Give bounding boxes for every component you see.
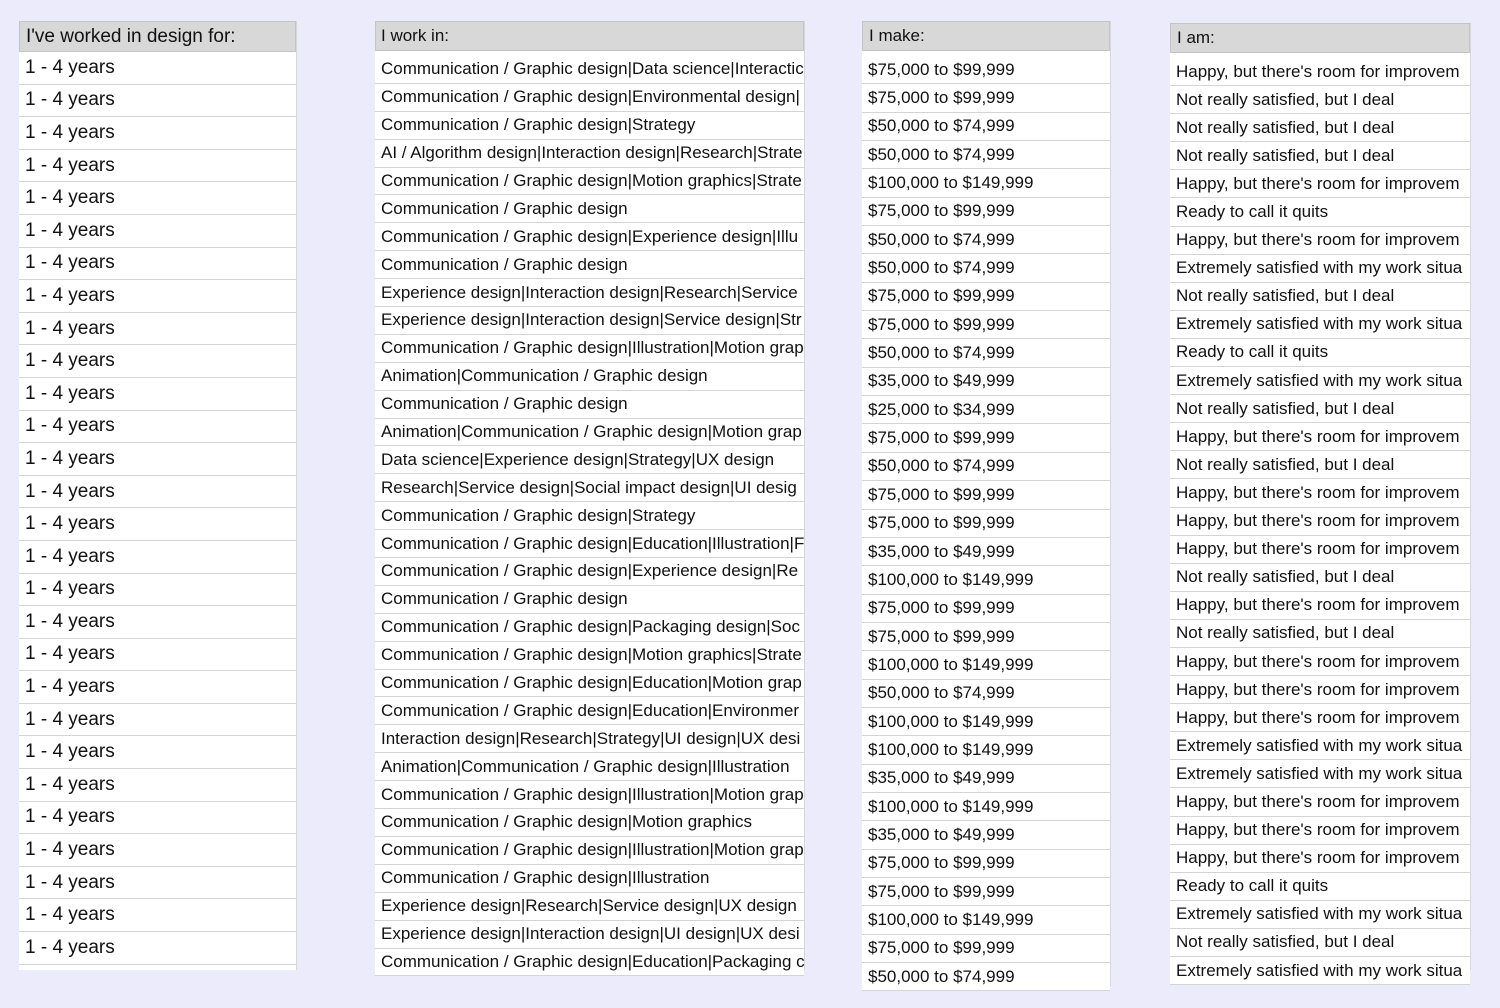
- table-cell[interactable]: Experience design|Research|Service design|UX design: [375, 893, 804, 921]
- table-cell[interactable]: Happy, but there's room for improvem: [1170, 227, 1470, 255]
- table-cell[interactable]: Ready to call it quits: [1170, 198, 1470, 226]
- table-cell[interactable]: Communication / Graphic design|Illustration|Motion grap: [375, 781, 804, 809]
- table-cell[interactable]: Communication / Graphic design|Illustration: [375, 865, 804, 893]
- table-cell[interactable]: 1 - 4 years: [19, 867, 296, 900]
- table-cell[interactable]: Not really satisfied, but I deal: [1170, 283, 1470, 311]
- table-cell[interactable]: $75,000 to $99,999: [862, 850, 1110, 878]
- table-cell[interactable]: Communication / Graphic design|Packaging design|Soc: [375, 614, 804, 642]
- table-cell[interactable]: $75,000 to $99,999: [862, 198, 1110, 226]
- table-cell[interactable]: Animation|Communication / Graphic design: [375, 363, 804, 391]
- column-header[interactable]: I work in:: [375, 21, 804, 51]
- table-cell[interactable]: Communication / Graphic design|Experience design|Illu: [375, 223, 804, 251]
- table-cell[interactable]: Communication / Graphic design|Education|Environmer: [375, 697, 804, 725]
- table-cell[interactable]: $75,000 to $99,999: [862, 935, 1110, 963]
- table-cell[interactable]: 1 - 4 years: [19, 411, 296, 444]
- column-salary: [862, 21, 1111, 986]
- column-header[interactable]: I've worked in design for:: [19, 21, 296, 52]
- table-cell[interactable]: Communication / Graphic design: [375, 586, 804, 614]
- column-rows: [375, 56, 804, 976]
- table-cell[interactable]: $50,000 to $74,999: [862, 453, 1110, 481]
- table-cell[interactable]: $35,000 to $49,999: [862, 538, 1110, 566]
- column-rows: [19, 52, 296, 965]
- table-cell[interactable]: Not really satisfied, but I deal: [1170, 142, 1470, 170]
- table-cell[interactable]: Communication / Graphic design|Motion graphics|Strate: [375, 642, 804, 670]
- table-cell[interactable]: Happy, but there's room for improvem: [1170, 788, 1470, 816]
- table-cell[interactable]: Communication / Graphic design|Education|Illustration|F: [375, 530, 804, 558]
- table-cell[interactable]: Communication / Graphic design|Motion graphics|Strate: [375, 168, 804, 196]
- table-cell[interactable]: Ready to call it quits: [1170, 873, 1470, 901]
- table-cell[interactable]: $75,000 to $99,999: [862, 311, 1110, 339]
- table-cell[interactable]: $50,000 to $74,999: [862, 680, 1110, 708]
- table-cell[interactable]: $100,000 to $149,999: [862, 906, 1110, 934]
- table-cell[interactable]: Happy, but there's room for improvem: [1170, 592, 1470, 620]
- table-cell[interactable]: Animation|Communication / Graphic design|Illustration: [375, 753, 804, 781]
- table-cell[interactable]: $100,000 to $149,999: [862, 708, 1110, 736]
- table-cell[interactable]: Communication / Graphic design|Illustration|Motion grap: [375, 335, 804, 363]
- table-cell[interactable]: 1 - 4 years: [19, 150, 296, 183]
- table-cell[interactable]: Communication / Graphic design|Data science|Interactic: [375, 56, 804, 84]
- table-cell[interactable]: 1 - 4 years: [19, 345, 296, 378]
- table-cell[interactable]: Data science|Experience design|Strategy|UX design: [375, 446, 804, 474]
- table-cell[interactable]: Extremely satisfied with my work situa: [1170, 311, 1470, 339]
- table-cell[interactable]: 1 - 4 years: [19, 574, 296, 607]
- table-cell[interactable]: $50,000 to $74,999: [862, 141, 1110, 169]
- table-cell[interactable]: 1 - 4 years: [19, 541, 296, 574]
- table-cell[interactable]: 1 - 4 years: [19, 280, 296, 313]
- table-cell[interactable]: 1 - 4 years: [19, 769, 296, 802]
- table-cell[interactable]: $50,000 to $74,999: [862, 963, 1110, 991]
- table-cell[interactable]: 1 - 4 years: [19, 52, 296, 85]
- table-cell[interactable]: Happy, but there's room for improvem: [1170, 845, 1470, 873]
- table-cell[interactable]: Communication / Graphic design|Experience design|Re: [375, 558, 804, 586]
- table-cell[interactable]: Not really satisfied, but I deal: [1170, 564, 1470, 592]
- table-cell[interactable]: $75,000 to $99,999: [862, 510, 1110, 538]
- table-cell[interactable]: Communication / Graphic design|Strategy: [375, 112, 804, 140]
- table-cell[interactable]: Not really satisfied, but I deal: [1170, 395, 1470, 423]
- table-cell[interactable]: 1 - 4 years: [19, 704, 296, 737]
- table-cell[interactable]: 1 - 4 years: [19, 606, 296, 639]
- table-cell[interactable]: AI / Algorithm design|Interaction design|Research|Strate: [375, 140, 804, 168]
- table-cell[interactable]: 1 - 4 years: [19, 313, 296, 346]
- table-cell[interactable]: 1 - 4 years: [19, 802, 296, 835]
- table-cell[interactable]: Not really satisfied, but I deal: [1170, 620, 1470, 648]
- table-cell[interactable]: Communication / Graphic design: [375, 195, 804, 223]
- table-cell[interactable]: $50,000 to $74,999: [862, 254, 1110, 282]
- table-cell[interactable]: Happy, but there's room for improvem: [1170, 648, 1470, 676]
- table-cell[interactable]: Interaction design|Research|Strategy|UI design|UX desi: [375, 725, 804, 753]
- table-cell[interactable]: $75,000 to $99,999: [862, 283, 1110, 311]
- table-cell[interactable]: Happy, but there's room for improvem: [1170, 676, 1470, 704]
- table-cell[interactable]: Communication / Graphic design|Education|Packaging c: [375, 949, 804, 977]
- table-cell[interactable]: $75,000 to $99,999: [862, 84, 1110, 112]
- table-cell[interactable]: 1 - 4 years: [19, 182, 296, 215]
- table-cell[interactable]: Happy, but there's room for improvem: [1170, 704, 1470, 732]
- table-cell[interactable]: Extremely satisfied with my work situa: [1170, 760, 1470, 788]
- table-cell[interactable]: $100,000 to $149,999: [862, 736, 1110, 764]
- column-work-area: [375, 21, 805, 970]
- column-experience: [19, 21, 297, 970]
- table-cell[interactable]: $100,000 to $149,999: [862, 793, 1110, 821]
- table-cell[interactable]: 1 - 4 years: [19, 476, 296, 509]
- table-cell[interactable]: Ready to call it quits: [1170, 339, 1470, 367]
- table-cell[interactable]: Happy, but there's room for improvem: [1170, 508, 1470, 536]
- table-cell[interactable]: Communication / Graphic design: [375, 251, 804, 279]
- table-cell[interactable]: 1 - 4 years: [19, 117, 296, 150]
- table-cell[interactable]: 1 - 4 years: [19, 248, 296, 281]
- table-cell[interactable]: 1 - 4 years: [19, 932, 296, 965]
- table-cell[interactable]: 1 - 4 years: [19, 378, 296, 411]
- table-cell[interactable]: 1 - 4 years: [19, 899, 296, 932]
- table-cell[interactable]: $35,000 to $49,999: [862, 368, 1110, 396]
- table-cell[interactable]: Experience design|Interaction design|Research|Service: [375, 279, 804, 307]
- table-cell[interactable]: 1 - 4 years: [19, 834, 296, 867]
- table-cell[interactable]: Happy, but there's room for improvem: [1170, 58, 1470, 86]
- table-cell[interactable]: 1 - 4 years: [19, 443, 296, 476]
- table-cell[interactable]: $100,000 to $149,999: [862, 566, 1110, 594]
- table-cell[interactable]: Research|Service design|Social impact design|UI desig: [375, 474, 804, 502]
- table-cell[interactable]: Extremely satisfied with my work situa: [1170, 957, 1470, 985]
- table-cell[interactable]: $75,000 to $99,999: [862, 424, 1110, 452]
- table-cell[interactable]: Animation|Communication / Graphic design|Motion grap: [375, 419, 804, 447]
- table-cell[interactable]: Happy, but there's room for improvem: [1170, 479, 1470, 507]
- table-cell[interactable]: Communication / Graphic design|Strategy: [375, 502, 804, 530]
- table-cell[interactable]: $50,000 to $74,999: [862, 339, 1110, 367]
- table-cell[interactable]: $75,000 to $99,999: [862, 623, 1110, 651]
- table-cell[interactable]: Experience design|Interaction design|Service design|Str: [375, 307, 804, 335]
- table-cell[interactable]: Communication / Graphic design|Motion graphics: [375, 809, 804, 837]
- table-cell[interactable]: Not really satisfied, but I deal: [1170, 114, 1470, 142]
- table-cell[interactable]: $35,000 to $49,999: [862, 821, 1110, 849]
- table-cell[interactable]: Happy, but there's room for improvem: [1170, 536, 1470, 564]
- table-cell[interactable]: Experience design|Interaction design|UI design|UX desi: [375, 921, 804, 949]
- table-cell[interactable]: $75,000 to $99,999: [862, 595, 1110, 623]
- table-cell[interactable]: 1 - 4 years: [19, 85, 296, 118]
- table-cell[interactable]: Extremely satisfied with my work situa: [1170, 255, 1470, 283]
- table-cell[interactable]: $50,000 to $74,999: [862, 226, 1110, 254]
- table-cell[interactable]: $35,000 to $49,999: [862, 765, 1110, 793]
- table-cell[interactable]: Not really satisfied, but I deal: [1170, 86, 1470, 114]
- column-satisfaction: [1170, 23, 1471, 980]
- table-cell[interactable]: 1 - 4 years: [19, 215, 296, 248]
- table-cell[interactable]: Extremely satisfied with my work situa: [1170, 367, 1470, 395]
- column-rows: [862, 56, 1110, 991]
- table-cell[interactable]: 1 - 4 years: [19, 736, 296, 769]
- table-cell[interactable]: $100,000 to $149,999: [862, 651, 1110, 679]
- table-cell[interactable]: 1 - 4 years: [19, 671, 296, 704]
- table-cell[interactable]: Happy, but there's room for improvem: [1170, 423, 1470, 451]
- table-cell[interactable]: Extremely satisfied with my work situa: [1170, 901, 1470, 929]
- column-rows: [1170, 58, 1470, 985]
- table-cell[interactable]: Communication / Graphic design|Education|Motion grap: [375, 670, 804, 698]
- table-cell[interactable]: $25,000 to $34,999: [862, 396, 1110, 424]
- table-cell[interactable]: $100,000 to $149,999: [862, 169, 1110, 197]
- table-cell[interactable]: 1 - 4 years: [19, 508, 296, 541]
- table-cell[interactable]: $75,000 to $99,999: [862, 481, 1110, 509]
- table-cell[interactable]: Communication / Graphic design|Environmental design|: [375, 84, 804, 112]
- table-cell[interactable]: Not really satisfied, but I deal: [1170, 929, 1470, 957]
- table-cell[interactable]: $75,000 to $99,999: [862, 878, 1110, 906]
- table-cell[interactable]: Happy, but there's room for improvem: [1170, 170, 1470, 198]
- table-cell[interactable]: Extremely satisfied with my work situa: [1170, 732, 1470, 760]
- table-cell[interactable]: $50,000 to $74,999: [862, 113, 1110, 141]
- table-cell[interactable]: Happy, but there's room for improvem: [1170, 817, 1470, 845]
- table-cell[interactable]: 1 - 4 years: [19, 639, 296, 672]
- table-cell[interactable]: Communication / Graphic design: [375, 391, 804, 419]
- column-header[interactable]: I am:: [1170, 23, 1470, 53]
- table-cell[interactable]: $75,000 to $99,999: [862, 56, 1110, 84]
- column-header[interactable]: I make:: [862, 21, 1110, 51]
- table-cell[interactable]: Not really satisfied, but I deal: [1170, 451, 1470, 479]
- table-cell[interactable]: Communication / Graphic design|Illustration|Motion grap: [375, 837, 804, 865]
